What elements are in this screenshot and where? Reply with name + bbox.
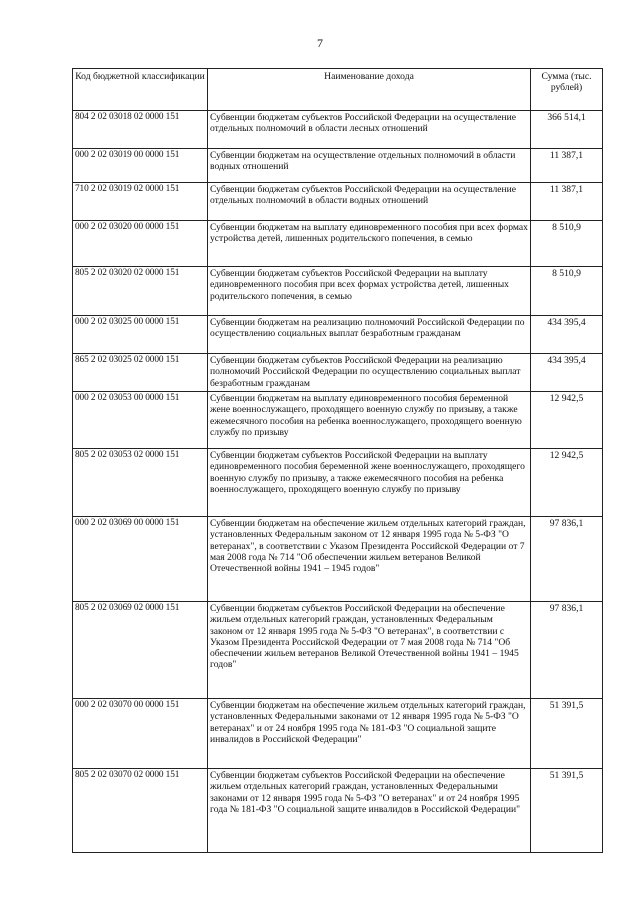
cell-name: Субвенции бюджетам на реализацию полномочий Российской Федерации по осуществлению социальных выплат безработным гражданам — [208, 316, 531, 354]
table-header-row — [73, 69, 603, 111]
cell-name: Субвенции бюджетам субъектов Российской Федерации на осуществление отдельных полномочий в области лесных отношений — [208, 111, 531, 149]
cell-sum: 8 510,9 — [531, 221, 603, 267]
cell-name: Субвенции бюджетам на выплату единовременного пособия беременной жене военнослужащего, проходящего военную службу по призыву, а также ежемесячного пособия на ребенка военнослужащего, проходящего военную службу по призыву — [208, 392, 531, 449]
table-row — [73, 354, 603, 392]
cell-sum: 8 510,9 — [531, 267, 603, 316]
cell-sum: 434 395,4 — [531, 354, 603, 392]
cell-sum: 97 836,1 — [531, 517, 603, 602]
table-row — [73, 699, 603, 769]
cell-name: Субвенции бюджетам на обеспечение жильем отдельных категорий граждан, установленных Федеральными законами от 12 января 1995 года № 5-ФЗ "О ветеранах" и от 24 ноября 1995 года № 181-ФЗ "О социальной защите инвалидов в Российской Федерации" — [208, 699, 531, 769]
cell-sum: 11 387,1 — [531, 149, 603, 183]
cell-name: Субвенции бюджетам на обеспечение жильем отдельных категорий граждан, установленных Федеральным законом от 12 января 1995 года № 5-ФЗ "О ветеранах", в соответствии с Указом Президента Российской Федерации от 7 мая 2008 года № 714 "Об обеспечении жильем ветеранов Великой Отечественной войны 1941 – 1945 годов" — [208, 517, 531, 602]
cell-code: 805 2 02 03053 02 0000 151 — [73, 449, 208, 517]
cell-sum: 12 942,5 — [531, 392, 603, 449]
table-row — [73, 769, 603, 853]
cell-name: Субвенции бюджетам субъектов Российской Федерации на обеспечение жильем отдельных категорий граждан, установленных Федеральным законом от 12 января 1995 года № 5-ФЗ "О ветеранах", в соответствии с Указом Президента Российской Федерации от 7 мая 2008 года № 714 "Об обеспечении жильем ветеранов Великой Отечественной войны 1941 – 1945 годов" — [208, 602, 531, 699]
cell-code: 000 2 02 03020 00 0000 151 — [73, 221, 208, 267]
header-name: Наименование дохода — [208, 69, 531, 111]
table-row — [73, 221, 603, 267]
cell-sum: 11 387,1 — [531, 183, 603, 221]
cell-sum: 12 942,5 — [531, 449, 603, 517]
cell-name: Субвенции бюджетам на выплату единовременного пособия при всех формах устройства детей, лишенных родительского попечения, в семью — [208, 221, 531, 267]
cell-sum: 366 514,1 — [531, 111, 603, 149]
cell-sum: 51 391,5 — [531, 769, 603, 853]
cell-code: 000 2 02 03070 00 0000 151 — [73, 699, 208, 769]
table-row — [73, 316, 603, 354]
table-row — [73, 392, 603, 449]
cell-code: 804 2 02 03018 02 0000 151 — [73, 111, 208, 149]
table-body — [73, 111, 603, 853]
cell-code: 710 2 02 03019 02 0000 151 — [73, 183, 208, 221]
cell-name: Субвенции бюджетам субъектов Российской Федерации на обеспечение жильем отдельных категорий граждан, установленных Федеральными законами от 12 января 1995 года № 5-ФЗ "О ветеранах" и от 24 ноября 1995 года № 181-ФЗ "О социальной защите инвалидов в Российской Федерации" — [208, 769, 531, 853]
table-row — [73, 517, 603, 602]
cell-sum: 97 836,1 — [531, 602, 603, 699]
header-code: Код бюджетной классификации — [73, 69, 208, 111]
cell-code: 000 2 02 03053 00 0000 151 — [73, 392, 208, 449]
table-row — [73, 111, 603, 149]
cell-code: 805 2 02 03069 02 0000 151 — [73, 602, 208, 699]
cell-code: 000 2 02 03069 00 0000 151 — [73, 517, 208, 602]
revenue-table — [72, 68, 603, 853]
table-row — [73, 602, 603, 699]
cell-name: Субвенции бюджетам субъектов Российской Федерации на реализацию полномочий Российской Федерации по осуществлению социальных выплат безработным гражданам — [208, 354, 531, 392]
table-row — [73, 267, 603, 316]
table-row — [73, 149, 603, 183]
cell-name: Субвенции бюджетам субъектов Российской Федерации на выплату единовременного пособия при всех формах устройства детей, лишенных родительского попечения, в семью — [208, 267, 531, 316]
cell-name: Субвенции бюджетам субъектов Российской Федерации на осуществление отдельных полномочий в области водных отношений — [208, 183, 531, 221]
cell-name: Субвенции бюджетам субъектов Российской Федерации на выплату единовременного пособия беременной жене военнослужащего, проходящего военную службу по призыву, а также ежемесячного пособия на ребенка военнослужащего, проходящего военную службу по призыву — [208, 449, 531, 517]
cell-code: 000 2 02 03019 00 0000 151 — [73, 149, 208, 183]
cell-sum: 434 395,4 — [531, 316, 603, 354]
cell-code: 865 2 02 03025 02 0000 151 — [73, 354, 208, 392]
cell-code: 000 2 02 03025 00 0000 151 — [73, 316, 208, 354]
cell-code: 805 2 02 03020 02 0000 151 — [73, 267, 208, 316]
table-row — [73, 183, 603, 221]
cell-sum: 51 391,5 — [531, 699, 603, 769]
header-sum: Сумма (тыс. рублей) — [531, 69, 603, 111]
cell-code: 805 2 02 03070 02 0000 151 — [73, 769, 208, 853]
page-number: 7 — [317, 36, 323, 50]
cell-name: Субвенции бюджетам на осуществление отдельных полномочий в области водных отношений — [208, 149, 531, 183]
table-row — [73, 449, 603, 517]
